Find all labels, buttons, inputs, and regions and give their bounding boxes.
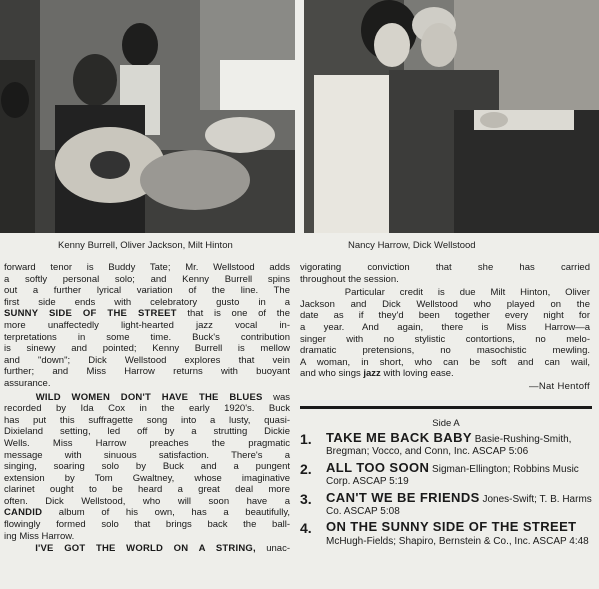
label-name-candid: CANDID: [4, 507, 43, 519]
liner-notes-left-column: [4, 262, 290, 555]
track-credits: Basie-Rushing-Smith, Bregman; Vocco, and Conn, Inc. ASCAP 5:06: [326, 434, 572, 458]
photo-singer-pianist-right: [304, 0, 599, 233]
track-number: 4.: [300, 520, 312, 537]
text-line: dramatic pretensions, no masochistic mewling.: [300, 345, 590, 357]
text-line: A woman, in short, who can be soft and can wail,: [300, 356, 590, 368]
song-title-sunny-side: SUNNY SIDE OF THE STREET: [4, 308, 177, 320]
track-title: TAKE ME BACK BABY: [326, 430, 472, 445]
track-number: 2.: [300, 460, 312, 477]
text-line: further; and Miss Harrow returns with buoyant: [4, 366, 290, 378]
text-line: Particular credit is due Milt Hinton, Oliver: [344, 287, 590, 299]
text-line: forward tenor is Buddy Tate; Mr. Wellstood adds: [4, 262, 290, 273]
text-line: SUNNY SIDE OF THE STREET that is one of the: [4, 308, 290, 320]
text-line: assurance.: [4, 377, 51, 389]
track-item: [300, 459, 592, 489]
song-title-wild-women: WILD WOMEN DON'T HAVE THE BLUES: [35, 391, 263, 403]
track-title: CAN'T WE BE FRIENDS: [326, 489, 480, 505]
text-line: message with sinuous satisfaction. There's a: [4, 449, 290, 461]
text-line: has put this suffragette song into a lusty, quasi-: [4, 414, 290, 426]
text-line: extension by Tom Gwaltney, whose imaginative: [4, 472, 290, 484]
section-divider: [300, 406, 592, 409]
track-title: ALL TOO SOON: [326, 459, 430, 475]
text-line: Wells. Miss Harrow preaches the pragmatic: [4, 437, 290, 449]
text-line: more unaffectedly light-hearted jazz vocal in-: [4, 319, 290, 331]
track-item: [300, 489, 592, 519]
text-line: date as if they'd been together every night for: [300, 310, 590, 322]
track-item: [300, 432, 592, 459]
text-line: WILD WOMEN DON'T HAVE THE BLUES was: [35, 391, 290, 403]
text-line: first side ends with celebratory gusto in a: [4, 296, 290, 308]
track-number: 1.: [300, 431, 312, 447]
author-signature: —Nat Hentoff: [529, 380, 590, 392]
liner-notes-right-column: [300, 262, 590, 393]
track-credits: Jones-Swift; T. B. Harms Co. ASCAP 5:08: [326, 493, 592, 518]
text-line: a year. And again, there is Miss Harrow—a: [300, 321, 590, 333]
photo-caption-right: Nancy Harrow, Dick Wellstood: [348, 240, 476, 251]
track-number: 3.: [300, 490, 312, 507]
text-line: flowingly formed solo that brings back the ball-: [4, 519, 290, 531]
text-line: singer with no stylistic contortions, no melo-: [300, 333, 590, 345]
text-line: and "down"; Dick Wellstood explores that vein: [4, 354, 290, 366]
text-line: clarinet ought to be heard a great deal more: [4, 484, 290, 496]
text-line: throughout the session.: [300, 273, 399, 285]
track-item: [300, 521, 592, 548]
emphasis-jazz: jazz: [363, 368, 381, 380]
side-a-heading: Side A: [432, 418, 460, 429]
text-line: CANDID album of his own, has a beautifully,: [4, 507, 290, 519]
track-credits: McHugh-Fields; Shapiro, Bernstein & Co., Inc. ASCAP 4:48: [326, 535, 589, 547]
track-list: [300, 432, 592, 551]
text-line: out a further lyrical variation of the line. The: [4, 285, 290, 297]
text-line: Jackson and Dick Wellstood who played on the: [300, 298, 590, 310]
text-line: is sinewy and pointed; Kenny Burrell is mellow: [4, 343, 290, 355]
text-line: Dixieland setting, led off by a strutting Dickie: [4, 426, 290, 438]
photo-musicians-left: [0, 0, 295, 233]
photo-caption-left: Kenny Burrell, Oliver Jackson, Milt Hinton: [58, 240, 233, 251]
text-line: ing Miss Harrow.: [4, 530, 75, 542]
track-title: ON THE SUNNY SIDE OF THE STREET: [326, 519, 577, 535]
text-line: terpretations in some time. Buck's contribution: [4, 331, 290, 343]
text-line: recorded by Ida Cox in the early 1920's. Buck: [4, 403, 290, 415]
text-line: a softly personal solo; and Kenny Burrell spins: [4, 273, 290, 285]
text-line: vigorating conviction that she has carried: [300, 262, 590, 273]
text-line: and who sings jazz with loving ease.: [300, 368, 454, 380]
track-credits: Sigman-Ellington; Robbins Music Corp. ASCAP 5:19: [326, 463, 579, 488]
text-line: singing, soaring solo by Buck and a pungent: [4, 461, 290, 473]
text-line: often. Dick Wellstood, who will soon have a: [4, 495, 290, 507]
song-title-world-on-a-string: I'VE GOT THE WORLD ON A STRING,: [35, 543, 256, 555]
text-line: I'VE GOT THE WORLD ON A STRING, unac-: [35, 543, 290, 555]
